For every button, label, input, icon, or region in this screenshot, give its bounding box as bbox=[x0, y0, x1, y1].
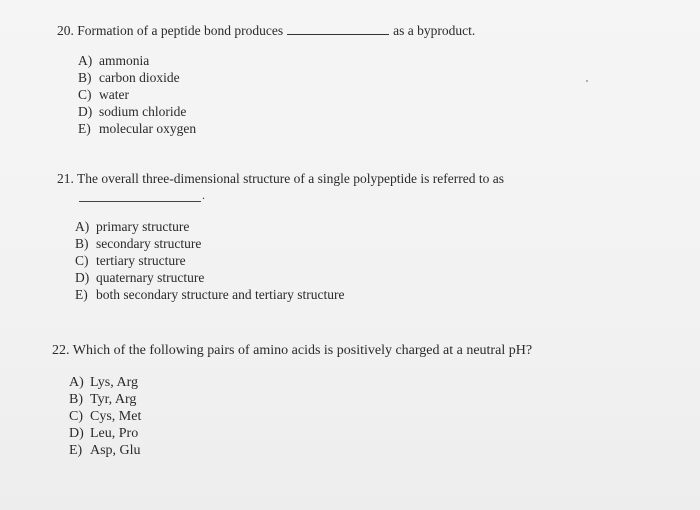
option-text: ammonia bbox=[99, 53, 150, 68]
option-c[interactable] bbox=[75, 252, 504, 269]
paper-speck bbox=[586, 80, 588, 82]
option-text: primary structure bbox=[96, 219, 190, 234]
question-21 bbox=[57, 170, 504, 303]
option-text: molecular oxygen bbox=[99, 121, 197, 136]
option-e[interactable] bbox=[78, 120, 475, 137]
question-21-text: 21. The overall three-dimensional structure of a single polypeptide is referred to as bbox=[57, 171, 504, 186]
option-text: both secondary structure and tertiary structure bbox=[96, 287, 345, 302]
option-a[interactable] bbox=[75, 218, 504, 235]
option-d[interactable] bbox=[69, 425, 532, 442]
question-21-options bbox=[75, 218, 504, 303]
option-text: Lys, Arg bbox=[90, 375, 138, 390]
option-letter: A) bbox=[78, 53, 93, 68]
option-text: Tyr, Arg bbox=[90, 392, 137, 407]
option-letter: B) bbox=[78, 70, 92, 85]
option-text: sodium chloride bbox=[99, 104, 187, 119]
option-b[interactable] bbox=[69, 391, 532, 408]
option-text: Asp, Glu bbox=[90, 443, 141, 458]
option-a[interactable] bbox=[69, 374, 532, 391]
option-letter: C) bbox=[75, 253, 89, 268]
option-d[interactable] bbox=[78, 103, 475, 120]
answer-blank[interactable] bbox=[79, 187, 205, 202]
option-text: Leu, Pro bbox=[90, 426, 139, 441]
option-e[interactable] bbox=[75, 286, 504, 303]
question-22-stem bbox=[52, 342, 532, 359]
option-letter: A) bbox=[75, 219, 90, 234]
option-letter: D) bbox=[75, 270, 90, 285]
question-20-stem bbox=[57, 22, 475, 39]
option-b[interactable] bbox=[78, 69, 475, 86]
option-text: quaternary structure bbox=[96, 270, 205, 285]
question-22-text: 22. Which of the following pairs of amino acids is positively charged at a neutral pH? bbox=[52, 343, 533, 358]
option-letter: C) bbox=[78, 87, 92, 102]
option-text: secondary structure bbox=[96, 236, 202, 251]
question-21-stem bbox=[57, 170, 504, 187]
option-letter: C) bbox=[69, 409, 83, 424]
option-c[interactable] bbox=[69, 408, 532, 425]
question-21-text-end: . bbox=[202, 188, 205, 202]
question-20-text: 20. Formation of a peptide bond produces bbox=[57, 23, 284, 38]
question-20-text-end: as a byproduct. bbox=[393, 23, 476, 38]
option-letter: E) bbox=[75, 287, 88, 302]
option-letter: B) bbox=[69, 392, 83, 407]
question-20-options bbox=[78, 52, 475, 137]
option-letter: E) bbox=[69, 443, 83, 458]
option-text: carbon dioxide bbox=[99, 70, 180, 85]
answer-blank[interactable] bbox=[287, 22, 389, 35]
option-e[interactable] bbox=[69, 442, 532, 459]
option-letter: D) bbox=[78, 104, 93, 119]
question-22 bbox=[52, 342, 532, 459]
option-c[interactable] bbox=[78, 86, 475, 103]
option-text: Cys, Met bbox=[90, 409, 142, 424]
option-a[interactable] bbox=[78, 52, 475, 69]
question-22-options bbox=[69, 374, 532, 459]
option-letter: E) bbox=[78, 121, 91, 136]
option-letter: D) bbox=[69, 426, 84, 441]
option-text: tertiary structure bbox=[96, 253, 186, 268]
option-b[interactable] bbox=[75, 235, 504, 252]
option-letter: B) bbox=[75, 236, 89, 251]
question-20 bbox=[57, 22, 475, 137]
option-d[interactable] bbox=[75, 269, 504, 286]
option-text: water bbox=[99, 87, 129, 102]
option-letter: A) bbox=[69, 375, 84, 390]
